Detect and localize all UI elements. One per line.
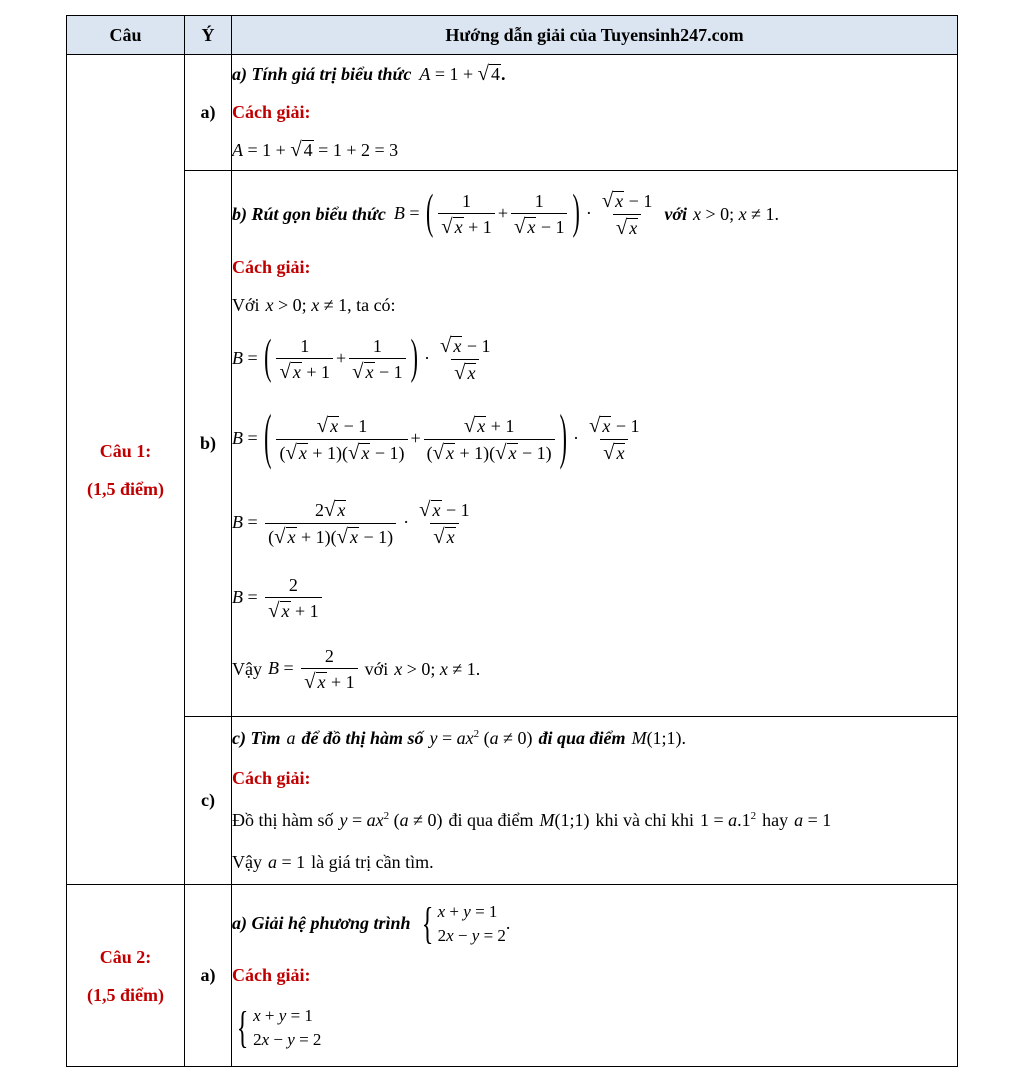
q1a-y: a) xyxy=(185,55,232,171)
q1c-task-b: để đồ thị hàm số xyxy=(301,728,424,748)
header-cau: Câu xyxy=(67,16,185,55)
q1b-step4: B = 2 √ x + 1 xyxy=(232,576,325,622)
row-q1b xyxy=(67,171,958,717)
q1c-solution-label: Cách giải: xyxy=(232,768,311,788)
q1c-y: c) xyxy=(185,717,232,885)
q1c-line1-b: đi qua điểm xyxy=(448,810,534,830)
q2a-y: a) xyxy=(185,885,232,1067)
q1c-task-c: đi qua điểm xyxy=(538,728,626,748)
q1a-solution: A = 1 + √ 4 = 1 + 2 = 3 xyxy=(232,139,399,162)
q2a-task: a) Giải hệ phương trình xyxy=(232,913,411,933)
q1c-content: c) Tìm a để đồ thị hàm số $y = ax^2$ (a ≠ 0) đi qua điểm M(1;1). Cách giải: Đồ thị hàm số $y = ax^2$ (a ≠ 0) đi qua điểm M(1;1) khi và chỉ khi $1 = a.1^2$ hay a = 1 Vậy a = 1 là giá trị cần tìm. xyxy=(232,717,958,885)
q1a-expression: A = 1 + √ 4 . xyxy=(419,63,506,86)
q1-label: Câu 1: xyxy=(99,440,152,461)
q2a-system: { x + y = 1 2x − y = 2 . xyxy=(421,898,511,948)
q1a-content xyxy=(232,55,958,171)
q1b-conclusion-prefix: Vậy xyxy=(232,659,262,679)
q2-points: (1,5 điểm) xyxy=(87,984,164,1005)
q1a-solution-label: Cách giải: xyxy=(232,102,311,122)
q2a-solution-system: { x + y = 1 2x − y = 2 xyxy=(236,1002,322,1052)
q2-label-cell xyxy=(67,885,185,1067)
q1b-solution-label: Cách giải: xyxy=(232,257,311,277)
q1c-line2-b: là giá trị cần tìm. xyxy=(311,852,434,872)
q1c-task-a: c) Tìm xyxy=(232,728,281,748)
q1c-line1-a: Đồ thị hàm số xyxy=(232,810,334,830)
q1b-content xyxy=(232,171,958,717)
q1-points: (1,5 điểm) xyxy=(87,478,164,499)
q1b-conclusion-mid: với xyxy=(364,659,389,679)
q1b-intro: Với xyxy=(232,295,260,315)
q2-label: Câu 2: xyxy=(99,946,152,967)
q1c-line1-d: hay xyxy=(762,810,789,830)
header-guide: Hướng dẫn giải của Tuyensinh247.com xyxy=(232,16,958,55)
q1c-point: M(1;1). xyxy=(631,728,687,748)
q1a-task: a) Tính giá trị biểu thức xyxy=(232,64,412,84)
table-header-row xyxy=(67,16,958,55)
q1b-conclusion: B = 2 √ x + 1 xyxy=(268,647,361,693)
q1b-intro-tail: , ta có: xyxy=(347,295,396,315)
row-q1a xyxy=(67,55,958,171)
row-q1c xyxy=(67,717,958,885)
q1b-intro-condition: x > 0; x ≠ 1 xyxy=(265,295,348,315)
q1c-line2-a: Vậy xyxy=(232,852,262,872)
q1b-y: b) xyxy=(185,171,232,717)
q1c-function: $y = ax^2$ (a ≠ 0) xyxy=(429,728,533,748)
header-y: Ý xyxy=(185,16,232,55)
q1b-step2: B = ( √ x − 1 ( √ x + 1)( √ x − 1) + √ x + 1 ( √ x + 1)( √ x − 1) ) · √ x − 1 √ x xyxy=(232,400,640,471)
q1b-task: b) Rút gọn biểu thức xyxy=(232,204,386,224)
q1b-step3: B = 2 √ x ( √ x + 1)( √ x − 1) · √ x − 1 √ x xyxy=(232,498,470,548)
q1b-step1: B = ( 1 √ x + 1 + 1 √ x − 1 ) · √ x − 1 √ x xyxy=(232,328,491,384)
row-q2a xyxy=(67,885,958,1067)
solution-table xyxy=(66,15,958,1067)
q1-label-cell xyxy=(67,55,185,885)
q2a-content xyxy=(232,885,958,1067)
q1b-cond-word: với xyxy=(664,204,687,224)
q1c-line1-c: khi và chỉ khi xyxy=(595,810,694,830)
q2a-solution-label: Cách giải: xyxy=(232,965,311,985)
q1b-expression: B = ( 1 √ x + 1 + 1 √ x − 1 ) · √ x − 1 √ x xyxy=(393,183,653,239)
q1b-condition: x > 0; x ≠ 1. xyxy=(692,204,780,224)
q1b-conclusion-condition: x > 0; x ≠ 1. xyxy=(394,659,481,679)
